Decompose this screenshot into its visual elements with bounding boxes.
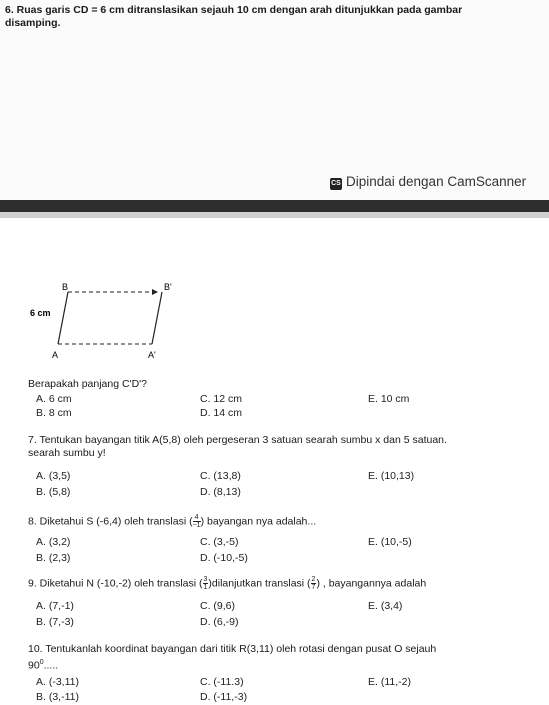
q10-option-d: D. (-11,-3): [200, 691, 248, 703]
q9-vector-2-top: 2: [311, 576, 316, 583]
q9-option-c: C. (9,6): [200, 600, 236, 612]
q10-option-c: C. (-11.3): [200, 676, 244, 688]
q10-ellipsis: .....: [43, 659, 59, 672]
q8-vector: [193, 514, 201, 529]
q8-option-e: E. (10,-5): [368, 536, 412, 548]
q6-question: Berapakah panjang C'D'?: [28, 378, 148, 390]
q6-line1: 6. Ruas garis CD = 6 cm ditranslasikan sejauh 10 cm dengan arah ditunjukkan pada gambar: [5, 4, 463, 16]
label-a-prime: A': [148, 350, 156, 360]
q10-line1: 10. Tentukanlah koordinat bayangan dari titik R(3,11) oleh rotasi dengan pusat O sejauh: [28, 643, 437, 655]
q10-option-e: E. (11,-2): [368, 676, 411, 688]
q10-angle: 90: [28, 659, 40, 672]
q9-option-e: E. (3,4): [368, 600, 403, 612]
q7-option-e: E. (10,13): [368, 470, 415, 482]
q8-option-b: B. (2,3): [36, 552, 71, 564]
q6-option-c: C. 12 cm: [200, 393, 243, 405]
camscanner-watermark: [330, 174, 526, 190]
q8-text: [28, 514, 316, 529]
q8-vector-top: 4: [193, 514, 201, 522]
q9-option-a: A. (7,-1): [36, 600, 74, 612]
segment-right: [152, 292, 162, 344]
q9-vector-1-top: 3: [203, 576, 208, 583]
arrow-head-icon: [152, 289, 158, 295]
q6-line2: disamping.: [5, 17, 61, 29]
label-length: 6 cm: [30, 308, 51, 318]
q8-vector-bottom: −1: [192, 522, 201, 529]
q7-line1: 7. Tentukan bayangan titik A(5,8) oleh pergeseran 3 satuan searah sumbu x dan 5 satuan.: [28, 434, 447, 446]
q10-degree: 0: [39, 659, 44, 666]
q7-option-c: C. (13,8): [200, 470, 241, 482]
q6-option-b: B. 8 cm: [36, 407, 72, 419]
q9-option-d: D. (6,-9): [200, 616, 239, 628]
q9-vector-1-bottom: 1: [203, 584, 208, 591]
q6-option-a: A. 6 cm: [36, 393, 72, 405]
q6-option-d: D. 14 cm: [200, 407, 243, 419]
q9-option-b: B. (7,-3): [36, 616, 74, 628]
q10-line2: [28, 656, 543, 673]
segment-left: [58, 292, 68, 344]
q7-option-b: B. (5,8): [36, 486, 71, 498]
q7-option-d: D. (8,13): [200, 486, 241, 498]
q9-post: ) , bayangannya adalah: [316, 577, 427, 590]
q6-option-e: E. 10 cm: [368, 393, 410, 405]
camscanner-logo-icon: CS: [330, 178, 342, 190]
q9-pre: 9. Diketahui N (-10,-2) oleh translasi (: [28, 577, 203, 590]
q9-text: [28, 576, 426, 591]
label-b-prime: B': [164, 282, 172, 292]
q7-line2: searah sumbu y!: [28, 447, 106, 459]
q10-option-b: B. (3,-11): [36, 691, 79, 703]
q9-mid: )dilanjutkan translasi (: [208, 577, 311, 590]
q8-pre: 8. Diketahui S (-6,4) oleh translasi (: [28, 515, 193, 528]
page-divider-bar: [0, 200, 549, 212]
q8-option-d: D. (-10,-5): [200, 552, 248, 564]
camscanner-text: Dipindai dengan CamScanner: [346, 174, 527, 189]
q9-vector-2-bottom: 7: [311, 584, 316, 591]
q10-text: [28, 643, 543, 673]
q8-option-a: A. (3,2): [36, 536, 71, 548]
label-a: A: [52, 350, 59, 360]
page-divider-shadow: [0, 212, 549, 218]
q8-option-c: C. (3,-5): [200, 536, 239, 548]
q10-option-a: A. (-3,11): [36, 676, 79, 688]
q6-text: [5, 4, 545, 30]
q8-post: ) bayangan nya adalah...: [200, 515, 317, 528]
q7-text: [28, 434, 543, 460]
q7-option-a: A. (3,5): [36, 470, 71, 482]
label-b: B: [62, 282, 69, 292]
translation-figure: [30, 280, 190, 370]
scanned-page-top: [0, 0, 549, 200]
